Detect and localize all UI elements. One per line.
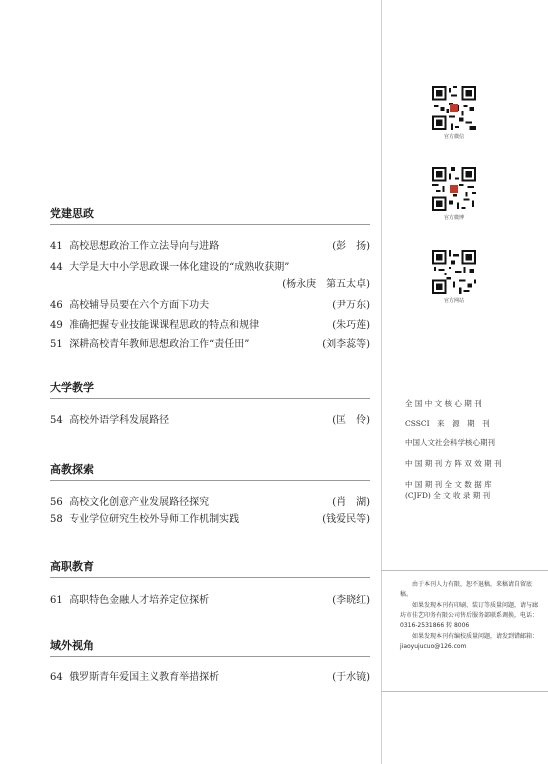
- qr-code-icon: [432, 167, 476, 211]
- section-title: 大学教学: [50, 381, 94, 394]
- toc-title: 高职特色金融人才培养定位探析: [69, 595, 210, 606]
- toc-entry[interactable]: [50, 513, 370, 527]
- toc-entry[interactable]: [50, 671, 370, 685]
- section-rule: [50, 577, 370, 578]
- toc-author: (彭 扬): [332, 241, 370, 252]
- section-university-teaching-entries: [50, 414, 370, 430]
- toc-title: 准确把握专业技能课课程思政的特点和规律: [69, 320, 260, 331]
- section-rule: [50, 480, 370, 481]
- qr-caption: 官方微信: [443, 134, 464, 140]
- section-title: 高职教育: [50, 560, 94, 573]
- toc-author: (匡 伶): [332, 415, 370, 426]
- toc-entry[interactable]: [50, 240, 370, 254]
- toc-title: 高校辅导员要在六个方面下功夫: [69, 300, 210, 311]
- toc-author: (尹万东): [332, 300, 370, 311]
- toc-page: 49: [50, 320, 63, 331]
- section-rule: [50, 398, 370, 399]
- index-line: 中 国 期 刊 全 文 数 据 库: [405, 480, 492, 489]
- toc-entry[interactable]: [50, 299, 370, 313]
- section-higher-ed-exploration-entries: [50, 496, 370, 530]
- toc-entry[interactable]: [50, 594, 370, 608]
- notice-paragraph: 如果发现本刊有编校质量问题，请发到错邮箱：jiaoyujucuo@126.com: [400, 633, 539, 650]
- index-line: 中国人文社会科学核心期刊: [405, 438, 495, 447]
- toc-entry[interactable]: [50, 261, 370, 275]
- index-line: 全 国 中 文 核 心 期 刊: [405, 399, 482, 408]
- qr-wechat[interactable]: [429, 86, 479, 140]
- toc-title: 深耕高校青年教师思想政治工作“责任田”: [69, 339, 250, 350]
- toc-author: (朱巧莲): [332, 320, 370, 331]
- index-line: (CJFD) 全 文 收 录 期 刊: [405, 491, 491, 500]
- notice-paragraph: 如果发现本刊有印刷、装订等质量问题，请与廊坊市佳艺印务有限公司售后服务部联系调换，电话：0316-2531866 转 8006: [400, 602, 539, 629]
- toc-page: 51: [50, 339, 63, 350]
- toc-entry[interactable]: [50, 319, 370, 333]
- section-title: 党建思政: [50, 207, 94, 220]
- qr-code-icon: [432, 86, 476, 130]
- toc-page: 64: [50, 672, 63, 683]
- toc-title: 专业学位研究生校外导师工作机制实践: [69, 514, 240, 525]
- toc-author: (杨永庚 第五太卓): [282, 279, 370, 290]
- section-party-building-entries: [50, 240, 370, 360]
- index-line: 中 国 期 刊 方 阵 双 效 期 刊: [405, 459, 502, 468]
- toc-title: 高校文化创意产业发展路径探究: [69, 497, 210, 508]
- toc-entry[interactable]: [50, 338, 370, 352]
- section-party-building: [50, 206, 370, 225]
- section-rule: [50, 224, 370, 225]
- qr-website[interactable]: [429, 250, 479, 304]
- toc-page: 46: [50, 300, 63, 311]
- section-vocational-education: [50, 559, 370, 578]
- toc-page: 58: [50, 514, 63, 525]
- toc-title: 大学是大中小学思政课一体化建设的“成熟收获期”: [69, 262, 290, 273]
- toc-author: (李晓红): [332, 595, 370, 606]
- toc-page: 41: [50, 241, 63, 252]
- qr-caption: 官方微博: [443, 215, 464, 221]
- qr-code-icon: [432, 250, 476, 294]
- toc-title: 俄罗斯青年爱国主义教育举措探析: [69, 672, 220, 683]
- qr-caption: 官方网站: [443, 298, 464, 304]
- toc-page: 56: [50, 497, 63, 508]
- section-foreign-perspective-entries: [50, 671, 370, 687]
- toc-entry[interactable]: [50, 414, 370, 428]
- toc-page: 54: [50, 415, 63, 426]
- toc-entry[interactable]: [50, 496, 370, 510]
- section-vocational-education-entries: [50, 594, 370, 610]
- notice: [400, 580, 540, 653]
- toc-author: (于水镜): [332, 672, 370, 683]
- toc-author: (刘李蕊等): [322, 339, 370, 350]
- section-higher-ed-exploration: [50, 462, 370, 481]
- section-title: 高教探索: [50, 463, 94, 476]
- section-rule: [50, 656, 370, 657]
- toc-author: (肖 湖): [332, 497, 370, 508]
- toc-title: 高校思想政治工作立法导向与进路: [69, 241, 220, 252]
- section-title: 域外视角: [50, 639, 94, 652]
- toc-page: 61: [50, 595, 63, 606]
- section-university-teaching: [50, 380, 370, 399]
- toc-title: 高校外语学科发展路径: [69, 415, 170, 426]
- qr-weibo[interactable]: [429, 167, 479, 221]
- toc-author: (钱爱民等): [322, 514, 370, 525]
- section-foreign-perspective: [50, 638, 370, 657]
- toc-page: 44: [50, 262, 63, 273]
- index-line: CSSCI 来 源 期 刊: [405, 419, 490, 428]
- notice-paragraph: 由于本刊人力有限，恕不退稿，来稿请自留底稿。: [400, 581, 533, 598]
